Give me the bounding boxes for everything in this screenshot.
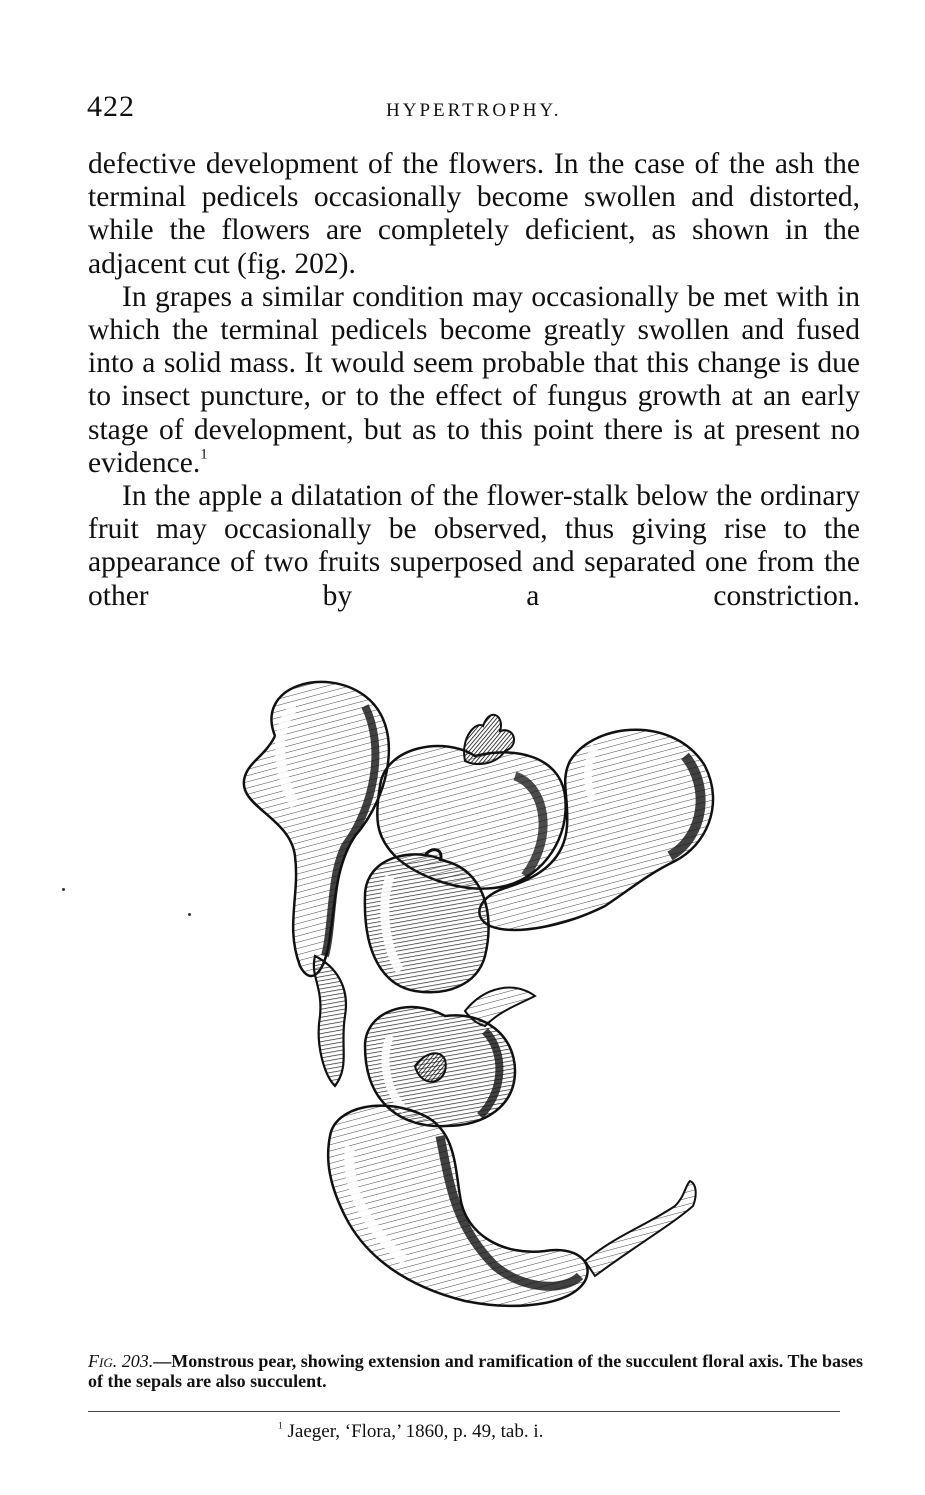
paragraph-3: In the apple a dilatation of the flower-stalk below the ordinary fruit may occasionally be observed, thus giving rise to the appearance of two fruits superposed and separated one from the other by a constriction. (88, 480, 860, 612)
bottom-pear (328, 1106, 696, 1306)
footnote-rule (88, 1411, 840, 1412)
footnote-text: Jaeger, ‘Flora,’ 1860, p. 49, tab. i. (287, 1421, 544, 1442)
body-text (88, 148, 860, 613)
figure-caption-text: —Monstrous pear, showing extension and ramification of the succulent floral axis. The bases of the sepals are also succulent. (88, 1351, 863, 1391)
footnote-marker: 1 (278, 1421, 283, 1432)
stray-ink-mark (62, 888, 65, 891)
footnote-reference: 1 (200, 446, 208, 463)
paragraph-1: defective development of the flowers. In the case of the ash the terminal pedicels occasionally become swollen and distorted, while the flowers are completely deficient, as shown in the adjacent cut (fig. 202). (88, 148, 860, 280)
figure-caption (88, 1351, 863, 1391)
left-stalk (314, 956, 346, 1086)
paragraph-2-text: In grapes a similar condition may occasionally be met with in which the terminal pedicels become greatly swollen and fused into a solid mass. It would seem probable that this change is due to insect puncture, or to the effect of fungus growth at an early stage of development, but as to this point there is at present no evidence. (88, 280, 860, 479)
figure-label: Fig. 203. (88, 1351, 154, 1371)
paragraph-2 (88, 281, 860, 480)
page-number: 422 (87, 90, 135, 123)
monstrous-pear-illustration (215, 666, 725, 1318)
running-title: HYPERTROPHY. (386, 100, 562, 121)
stray-ink-mark (188, 913, 191, 916)
footnote (278, 1421, 543, 1443)
